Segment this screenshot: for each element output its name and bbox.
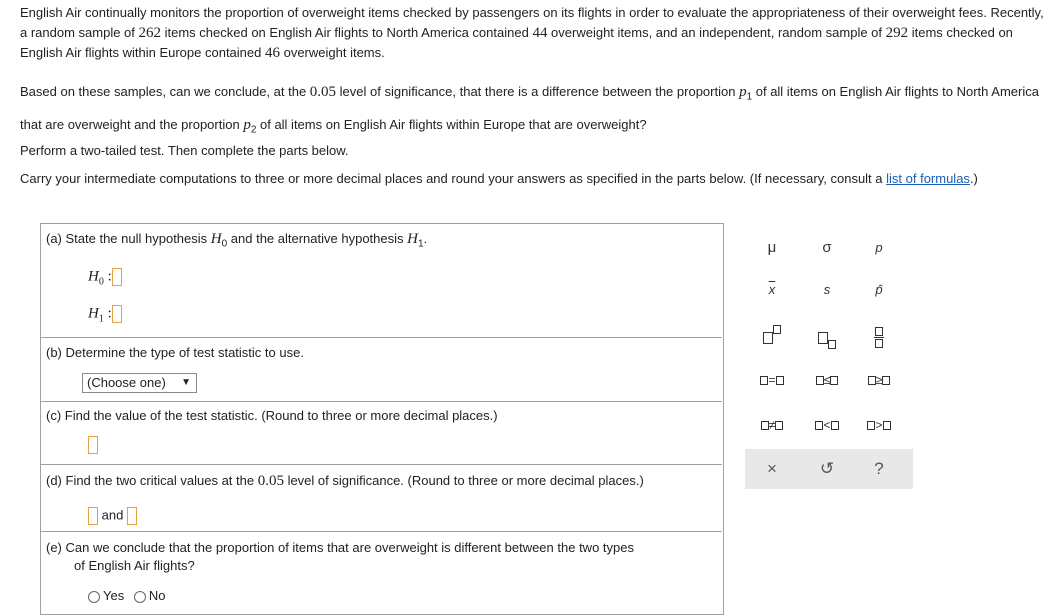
dropdown-arrow-icon: ▼ bbox=[181, 377, 191, 388]
divider-e bbox=[40, 531, 722, 532]
null-hypothesis-input[interactable] bbox=[112, 268, 122, 286]
instruction-two-tailed: Perform a two-tailed test. Then complete the parts below. bbox=[20, 143, 349, 158]
s-button[interactable]: s bbox=[823, 282, 831, 297]
divider-c bbox=[40, 401, 722, 402]
x1-value: 44 bbox=[532, 25, 548, 41]
n2-value: 292 bbox=[885, 25, 909, 41]
less-than-button[interactable]: < bbox=[807, 413, 847, 437]
conclusion-options bbox=[88, 588, 165, 603]
undo-icon[interactable]: ↺ bbox=[819, 459, 835, 478]
fraction-button[interactable] bbox=[859, 325, 899, 349]
equals-button[interactable]: = bbox=[752, 368, 792, 392]
part-d-label: (d) Find the two critical values at the 0.05 level of significance. (Round to three or more decimal places.) bbox=[46, 473, 644, 489]
p-button[interactable]: p bbox=[875, 240, 883, 255]
and-label: and bbox=[101, 507, 124, 523]
superscript-button[interactable] bbox=[752, 325, 792, 349]
no-option[interactable]: No bbox=[134, 588, 166, 603]
clear-icon[interactable]: × bbox=[767, 459, 777, 478]
not-equal-button[interactable]: ≠ bbox=[752, 413, 792, 437]
subscript-button[interactable] bbox=[807, 325, 847, 349]
palette-toolbar bbox=[745, 449, 913, 489]
phat-button[interactable]: p̂ bbox=[875, 282, 883, 297]
greater-equal-button[interactable]: ≥ bbox=[859, 368, 899, 392]
mu-button[interactable]: μ bbox=[767, 239, 777, 256]
greater-than-button[interactable]: > bbox=[859, 413, 899, 437]
n1-value: 262 bbox=[138, 25, 162, 41]
part-a-label: (a) State the null hypothesis $H_0$ and the alternative hypothesis $H_1$. bbox=[46, 231, 428, 250]
test-statistic-row bbox=[88, 436, 98, 454]
problem-question: Based on these samples, can we conclude, at the 0.05 level of significance, that there is a difference between the proportion $p_1$ of all items on English Air flights to North America that are overweight and the proportion $p_2$ of all items on English Air flights within Europe that are overweight? bbox=[20, 84, 1039, 136]
divider-d bbox=[40, 464, 722, 465]
part-b-label: (b) Determine the type of test statistic to use. bbox=[46, 345, 304, 360]
part-e-label: (e) Can we conclude that the proportion of items that are overweight is different between the two types of English Air flights? bbox=[46, 540, 634, 573]
xbar-button[interactable]: $\overline{x}$ bbox=[768, 282, 776, 297]
problem-intro: English Air continually monitors the proportion of overweight items checked by passengers on its flights in order to evaluate the appropriateness of their overweight fees. Recently, a random sample of 262 items checked on English Air flights to North America contained 44 overweight items, and an independent, random sample of 292 items checked on English Air flights within Europe contained 46 overweight items. bbox=[20, 5, 1044, 61]
x2-value: 46 bbox=[264, 45, 280, 61]
instruction-rounding: Carry your intermediate computations to three or more decimal places and round your answers as specified in the parts below. (If necessary, consult a list of formulas.) bbox=[20, 171, 978, 186]
sigma-button[interactable]: σ bbox=[822, 239, 832, 256]
part-c-label: (c) Find the value of the test statistic. (Round to three or more decimal places.) bbox=[46, 408, 498, 423]
help-icon[interactable]: ? bbox=[874, 459, 884, 478]
null-hypothesis-row: $H_0$ : bbox=[88, 268, 122, 287]
test-statistic-input[interactable] bbox=[88, 436, 98, 454]
critical-value-2-input[interactable] bbox=[127, 507, 137, 525]
alt-hypothesis-row: $H_1$ : bbox=[88, 305, 122, 324]
divider-b bbox=[40, 337, 722, 338]
formulas-link[interactable]: list of formulas bbox=[886, 171, 970, 186]
alt-hypothesis-input[interactable] bbox=[112, 305, 122, 323]
yes-radio[interactable] bbox=[88, 591, 100, 603]
critical-values-row bbox=[88, 507, 137, 525]
critical-value-1-input[interactable] bbox=[88, 507, 98, 525]
test-statistic-select[interactable]: (Choose one) ▼ bbox=[82, 373, 197, 393]
yes-option[interactable]: Yes bbox=[88, 588, 124, 603]
less-equal-button[interactable]: ≤ bbox=[807, 368, 847, 392]
no-radio[interactable] bbox=[134, 591, 146, 603]
